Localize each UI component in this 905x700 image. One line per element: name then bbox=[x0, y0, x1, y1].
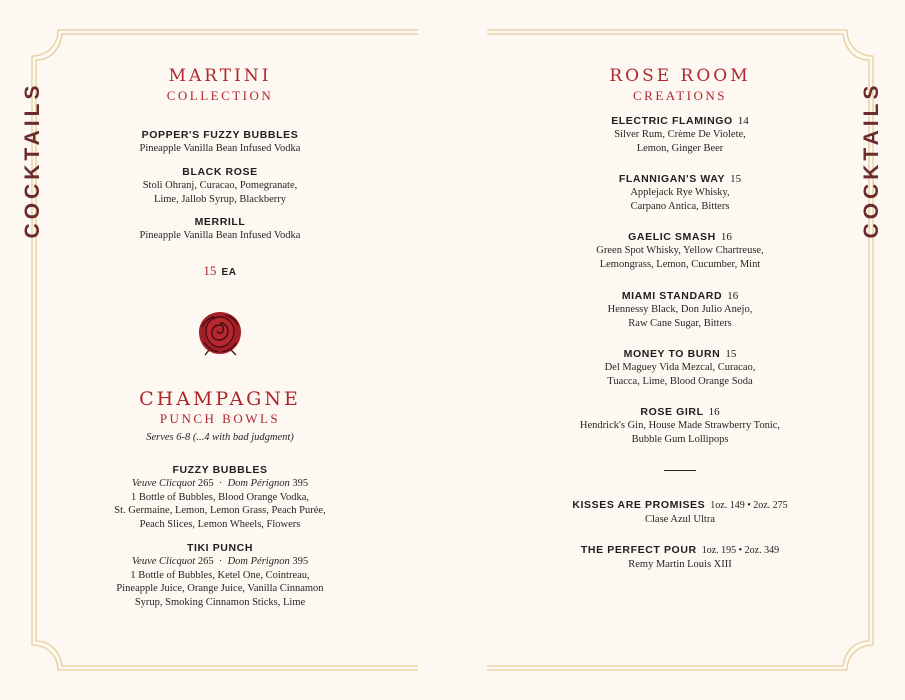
cocktail-item bbox=[530, 347, 830, 388]
item-name: MIAMI STANDARD 16 bbox=[621, 290, 739, 302]
martini-item bbox=[60, 128, 380, 156]
item-desc: 1 Bottle of Bubbles, Blood Orange Vodka, bbox=[130, 491, 310, 503]
side-label-left: COCKTAILS bbox=[21, 81, 44, 239]
rose-room-subtitle: CREATIONS bbox=[632, 88, 727, 103]
spirit-item bbox=[530, 543, 830, 572]
item-desc: Del Maguey Vida Mezcal, Curacao, bbox=[604, 362, 756, 373]
cocktail-item bbox=[530, 230, 830, 271]
price-unit: EA bbox=[221, 267, 237, 278]
item-name: TIKI PUNCH bbox=[186, 542, 254, 554]
item-name: BLACK ROSE bbox=[182, 166, 258, 178]
item-desc: Silver Rum, Crème De Violete, bbox=[614, 129, 746, 140]
item-options: Veuve Clicquot 265 · Dom Pérignon 395 bbox=[131, 556, 309, 567]
rose-room-title: ROSE ROOM bbox=[609, 66, 751, 86]
item-desc: Carpano Antica, Bitters bbox=[630, 200, 730, 212]
item-desc: Green Spot Whisky, Yellow Chartreuse, bbox=[596, 245, 764, 256]
item-desc: Remy Martin Louis XIII bbox=[628, 559, 732, 570]
item-desc: Hendrick's Gin, House Made Strawberry Tonic, bbox=[579, 420, 781, 431]
rose-icon bbox=[196, 309, 244, 357]
item-desc: Tuacca, Lime, Blood Orange Soda bbox=[607, 375, 753, 387]
item-desc: Clase Azul Ultra bbox=[645, 514, 715, 525]
item-desc: Lime, Jallob Syrup, Blackberry bbox=[153, 193, 287, 205]
martini-title: MARTINI bbox=[168, 66, 272, 86]
item-desc: Pineapple Vanilla Bean Infused Vodka bbox=[139, 230, 301, 241]
divider bbox=[664, 470, 696, 471]
item-name: THE PERFECT POUR 1oz. 195 • 2oz. 349 bbox=[580, 544, 780, 556]
item-desc: Lemon, Ginger Beer bbox=[636, 142, 724, 154]
item-name: MERRILL bbox=[194, 216, 246, 228]
item-desc: Bubble Gum Lollipops bbox=[631, 433, 729, 445]
price-value: 15 bbox=[203, 263, 217, 278]
punch-item bbox=[60, 463, 380, 531]
item-desc: Lemongrass, Lemon, Cucumber, Mint bbox=[599, 258, 761, 270]
item-desc: Applejack Rye Whisky, bbox=[630, 187, 730, 198]
item-name: MONEY TO BURN 15 bbox=[623, 348, 737, 360]
item-desc: Pineapple Juice, Orange Juice, Vanilla Cinnamon bbox=[116, 583, 324, 594]
item-desc: Raw Cane Sugar, Bitters bbox=[628, 317, 732, 329]
martini-item bbox=[60, 165, 380, 206]
martini-item bbox=[60, 215, 380, 243]
serves-note: Serves 6-8 (...4 with bad judgment) bbox=[146, 432, 294, 443]
cocktail-item bbox=[530, 289, 830, 330]
item-desc: 1 Bottle of Bubbles, Ketel One, Cointreau, bbox=[130, 569, 310, 581]
item-desc: St. Germaine, Lemon, Lemon Grass, Peach Purée, bbox=[114, 505, 326, 516]
item-name: KISSES ARE PROMISES 1oz. 149 • 2oz. 275 bbox=[572, 499, 788, 511]
martini-price bbox=[60, 260, 380, 280]
champagne-title: CHAMPAGNE bbox=[139, 388, 301, 410]
item-desc: Syrup, Smoking Cinnamon Sticks, Lime bbox=[134, 596, 306, 608]
left-panel bbox=[60, 0, 380, 700]
spirit-item bbox=[530, 498, 830, 527]
item-name: ELECTRIC FLAMINGO 14 bbox=[611, 115, 749, 127]
right-panel bbox=[530, 0, 830, 700]
item-options: Veuve Clicquot 265 · Dom Pérignon 395 bbox=[131, 478, 309, 489]
punch-item bbox=[60, 541, 380, 609]
item-desc: Pineapple Vanilla Bean Infused Vodka bbox=[139, 143, 301, 154]
item-name: FLANNIGAN'S WAY 15 bbox=[618, 173, 742, 185]
champagne-subtitle: PUNCH BOWLS bbox=[159, 411, 281, 426]
side-label-right: COCKTAILS bbox=[860, 81, 883, 239]
cocktail-item bbox=[530, 172, 830, 213]
cocktail-item bbox=[530, 114, 830, 155]
item-desc: Hennessy Black, Don Julio Anejo, bbox=[607, 304, 753, 315]
item-desc: Peach Slices, Lemon Wheels, Flowers bbox=[139, 518, 301, 530]
item-name: ROSE GIRL 16 bbox=[640, 406, 720, 418]
cocktail-item bbox=[530, 405, 830, 446]
item-name: GAELIC SMASH 16 bbox=[628, 231, 732, 243]
item-name: POPPER'S FUZZY BUBBLES bbox=[141, 129, 299, 141]
item-name: FUZZY BUBBLES bbox=[172, 464, 268, 476]
item-desc: Stoli Ohranj, Curacao, Pomegranate, bbox=[142, 180, 298, 191]
martini-subtitle: COLLECTION bbox=[166, 88, 274, 103]
